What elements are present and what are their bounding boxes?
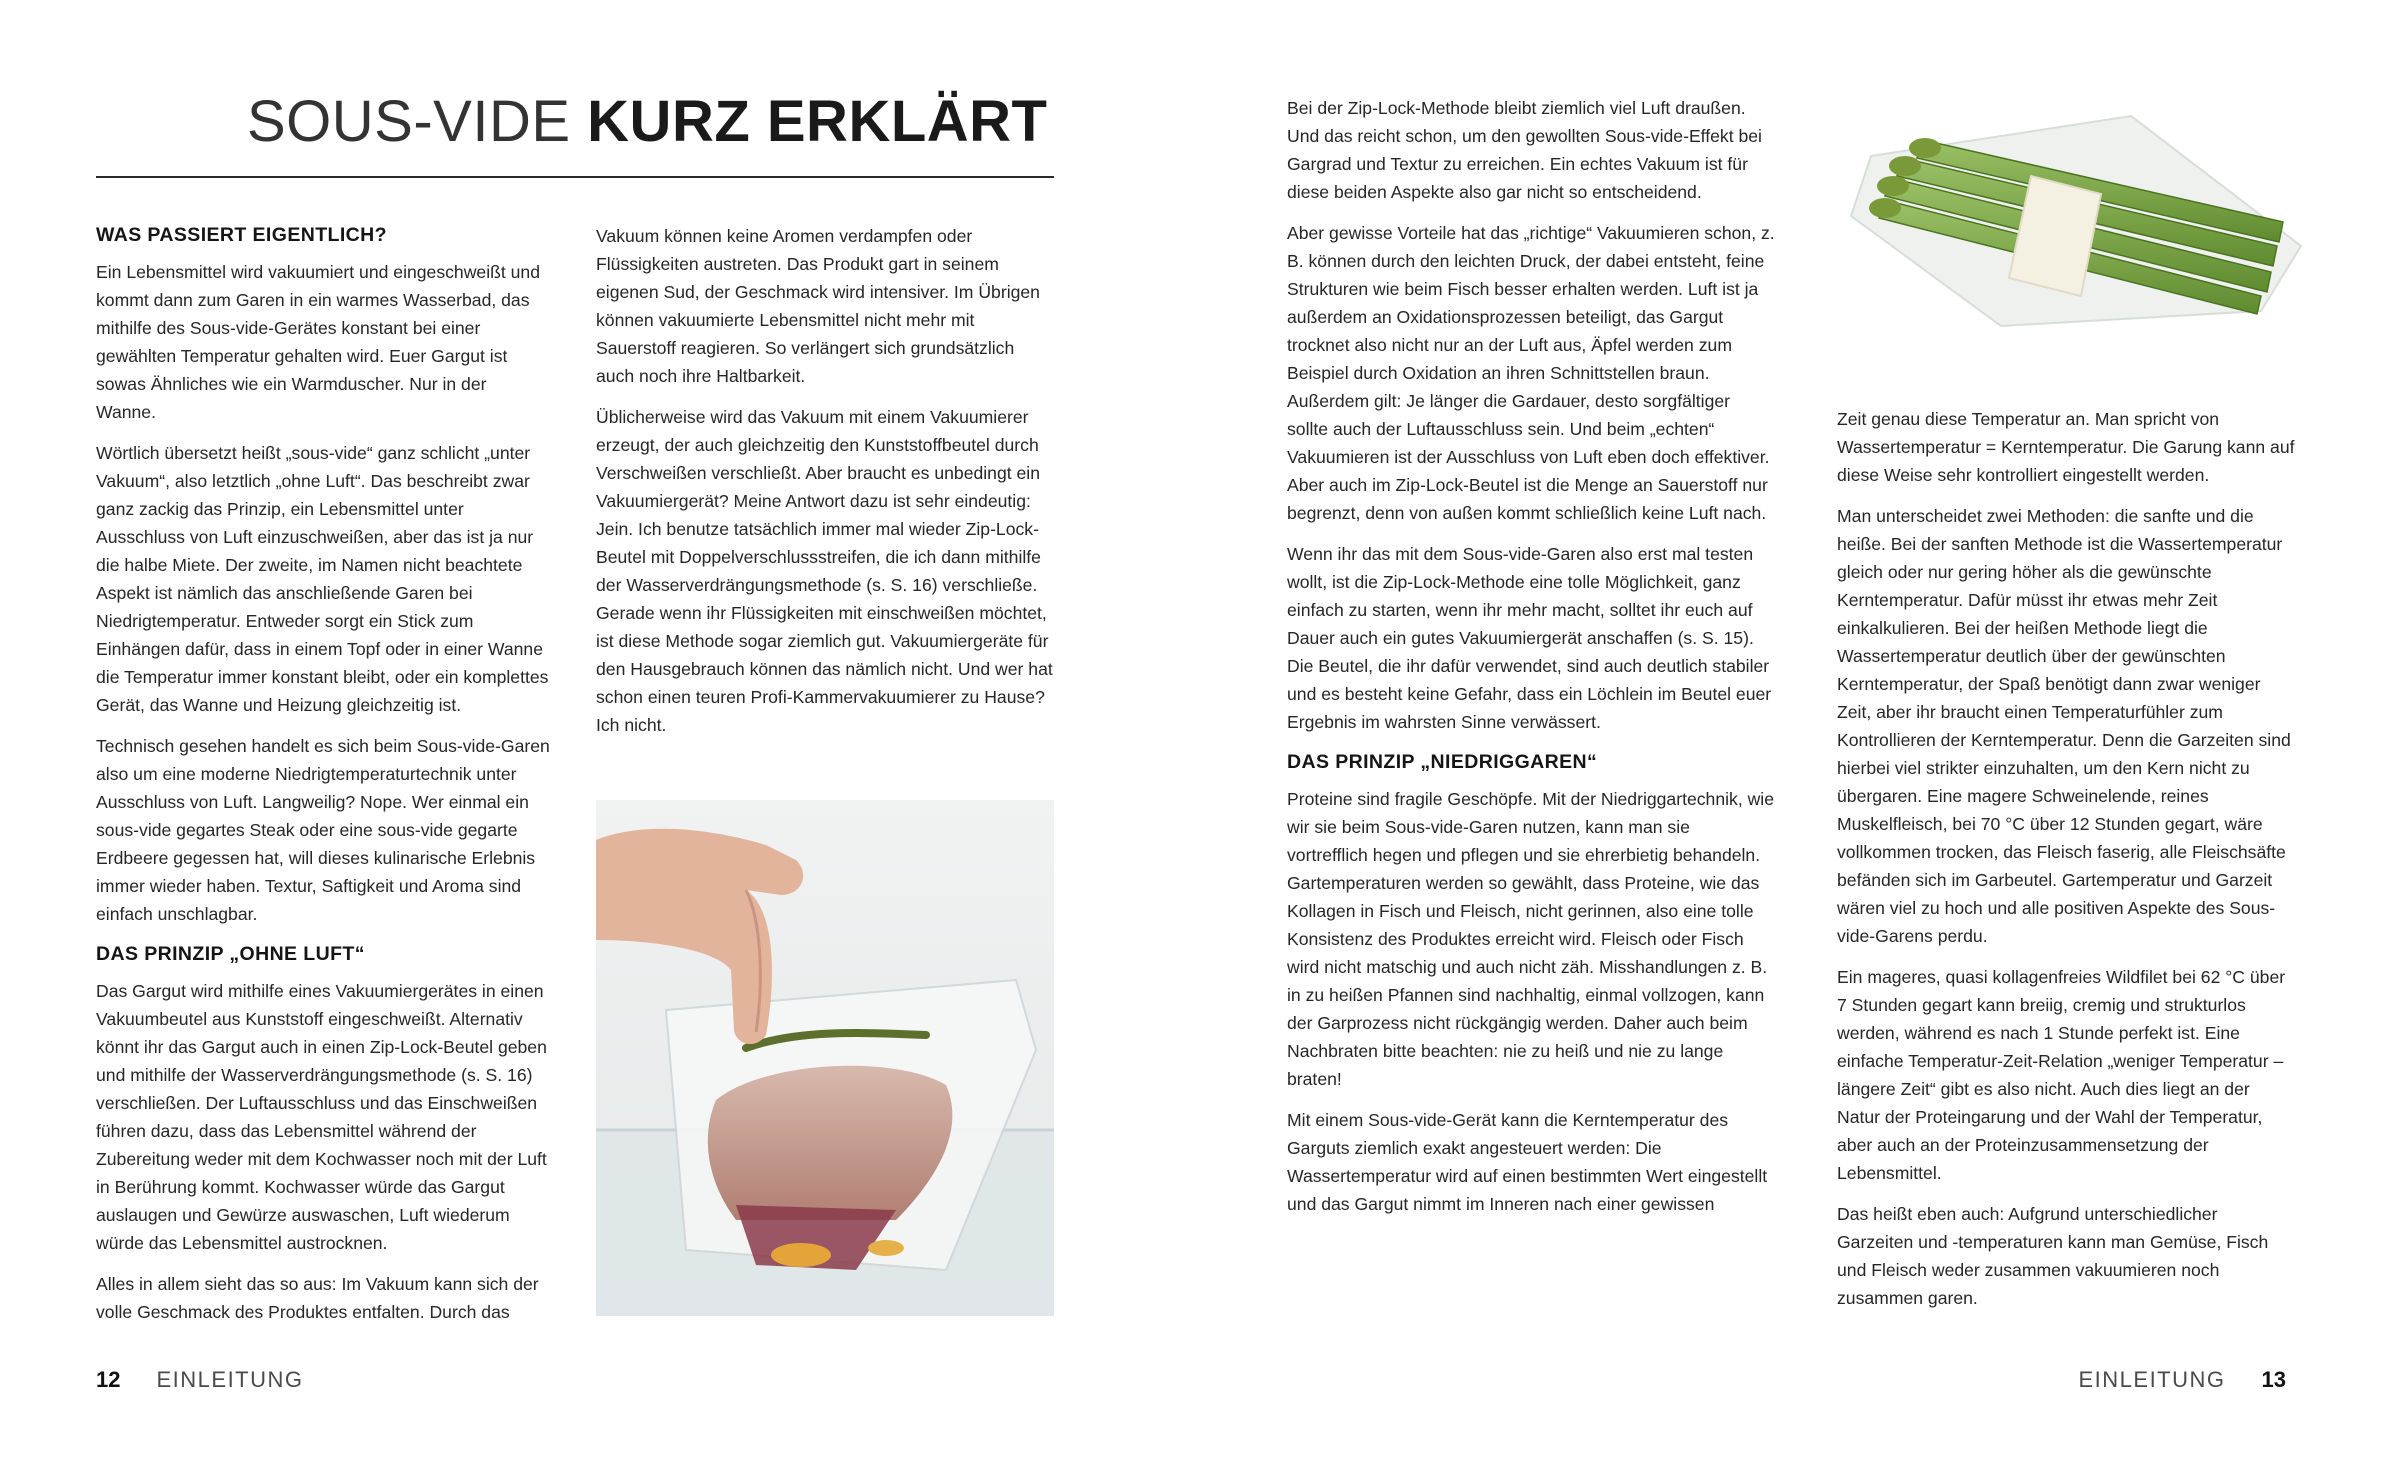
paragraph: Vakuum können keine Aromen verdampfen oder Flüssigkeiten austreten. Das Produkt gart in seinem eigenen Sud, der Geschmack wird intensiver. Im Übrigen können vakuumierte Lebensmittel nicht mehr mit Sauerstoff reagieren. So verlängert sich grundsätzlich auch noch ihre Haltbarkeit. [596,226,1040,386]
paragraph: Bei der Zip-Lock-Methode bleibt ziemlich viel Luft draußen. Und das reicht schon, um den gewollten Sous-vide-Effekt bei Gargrad und Textur zu erreichen. Ein echtes Vakuum ist für diese beiden Aspekte also gar nicht so entscheidend. [1287,98,1762,202]
section-label: EINLEITUNG [2078,1367,2226,1392]
page-title [247,90,1047,154]
photo-vacuum-bag-meat [596,800,1054,1316]
paragraph: Üblicherweise wird das Vakuum mit einem Vakuumierer erzeugt, der auch gleichzeitig den Kunststoffbeutel durch Verschweißen verschließt. Aber braucht es unbedingt ein Vakuumiergerät? Meine Antwort dazu ist sehr eindeutig: Jein. Ich benutze tatsächlich immer mal wieder Zip-Lock-Beutel mit Doppelverschlussstreifen, die ich dann mithilfe der Wasserverdrängungsmethode (s. S. 16) verschließe. Gerade wenn ihr Flüssigkeiten mit einschweißen möchtet, ist diese Methode sogar ziemlich gut. Vakuumiergeräte für den Hausgebrauch können das nämlich nicht. Und wer hat schon einen teuren Profi-Kammervakuumierer zu Hause? Ich nicht. [596,407,1053,735]
column-4 [1837,405,2297,1325]
title-rule [96,176,1054,178]
heading-niedriggaren: DAS PRINZIP „NIEDRIGGAREN“ [1287,751,1598,773]
page-number: 12 [96,1367,121,1392]
paragraph: Wörtlich übersetzt heißt „sous-vide“ ganz schlicht „unter Vakuum“, also letztlich „ohne Luft“. Das beschreibt zwar ganz zackig das Prinzip, ein Lebensmittel unter Ausschluss von Luft einzuschweißen, aber das ist ja nur die halbe Miete. Der zweite, im Namen nicht beachtete Aspekt ist nämlich das anschließende Garen bei Niedrigtemperatur. Entweder sorgt ein Stick zum Einhängen dafür, dass in einem Topf oder in einer Wanne die Temperatur immer konstant bleibt, oder ein komplettes Gerät, das Wanne und Heizung gleichzeitig ist. [96,443,549,715]
paragraph: Wenn ihr das mit dem Sous-vide-Garen also erst mal testen wollt, ist die Zip-Lock-Methode eine tolle Möglichkeit, ganz einfach zu starten, wenn ihr mehr macht, solltet ihr euch auf Dauer auch ein gutes Vakuumiergerät anschaffen (s. S. 15). Die Beutel, die ihr dafür verwendet, sind auch deutlich stabiler und es besteht keine Gefahr, dass ein Löchlein im Beutel euer Ergebnis im wahrsten Sinne verwässert. [1287,544,1772,732]
footer-right [2078,1366,2286,1394]
photo-asparagus-bundle [1831,96,2311,354]
paragraph: Ein Lebensmittel wird vakuumiert und eingeschweißt und kommt dann zum Garen in ein warmes Wasserbad, das mithilfe des Sous-vide-Gerätes konstant bei einer gewählten Temperatur gehalten wird. Euer Gargut ist sowas Ähnliches wie ein Warmduscher. Nur in der Wanne. [96,262,540,422]
right-page [1191,0,2382,1474]
heading-ohne-luft: DAS PRINZIP „OHNE LUFT“ [96,943,365,965]
paragraph: Zeit genau diese Temperatur an. Man spricht von Wassertemperatur = Kerntemperatur. Die Garung kann auf diese Weise sehr kontrolliert eingestellt werden. [1837,409,2295,485]
photo-asparagus-illustration [1831,96,2311,354]
paragraph: Das heißt eben auch: Aufgrund unterschiedlicher Garzeiten und -temperaturen kann man Gemüse, Fisch und Fleisch weder zusammen vakuumieren noch zusammen garen. [1837,1204,2269,1308]
title-light: SOUS-VIDE [247,89,588,154]
column-3 [1287,94,1775,1231]
paragraph: Aber gewisse Vorteile hat das „richtige“ Vakuumieren schon, z. B. können durch den leichten Druck, der dabei entsteht, feine Strukturen wie beim Fisch besser erhalten werden. Luft ist ja außerdem an Oxidationsprozessen beteiligt, das Gargut trocknet also nicht nur an der Luft aus, Äpfel werden zum Beispiel durch Oxidation an ihren Schnittstellen braun. Außerdem gilt: Je länger die Gardauer, desto sorgfältiger sollte auch der Luftausschluss sein. Und beim „echten“ Vakuumieren ist der Ausschluss von Luft eben doch effektiver. Aber auch im Zip-Lock-Beutel ist die Menge an Sauerstoff nur begrenzt, denn von außen kommt schließlich keine Luft nach. [1287,223,1775,523]
page-number: 13 [2261,1367,2286,1392]
paragraph: Mit einem Sous-vide-Gerät kann die Kerntemperatur des Garguts ziemlich exakt angesteuert werden: Die Wassertemperatur wird auf einen bestimmten Wert eingestellt und das Gargut nimmt im Inneren nach einer gewissen [1287,1110,1768,1214]
photo-vacuum-bag-meat-illustration [596,800,1054,1316]
heading-was-passiert: WAS PASSIERT EIGENTLICH? [96,224,387,246]
paragraph: Technisch gesehen handelt es sich beim Sous-vide-Garen also um eine moderne Niedrigtemperaturtechnik unter Ausschluss von Luft. Langweilig? Nope. Wer einmal ein sous-vide gegartes Steak oder eine sous-vide gegarte Erdbeere gegessen hat, will dieses kulinarische Erlebnis immer wieder haben. Textur, Saftigkeit und Aroma sind einfach unschlagbar. [96,736,550,924]
title-bold: KURZ ERKLÄRT [587,89,1048,154]
section-label: EINLEITUNG [156,1367,304,1392]
paragraph: Proteine sind fragile Geschöpfe. Mit der Niedriggartechnik, wie wir sie beim Sous-vide-Garen nutzen, kann man sie vortrefflich hegen und pflegen und sie ehrerbietig behandeln. Gartemperaturen werden so gewählt, dass Proteine, wie das Kollagen in Fisch und Fleisch, nicht gerinnen, also eine tolle Konsistenz des Produktes erreicht wird. Fleisch oder Fisch wird nicht matschig und auch nicht zäh. Misshandlungen z. B. in zu heißen Pfannen sind nachhaltig, einmal vollzogen, kann der Garprozess nicht rückgängig werden. Daher auch beim Nachbraten bitte beachten: nie zu heiß und nie zu lange braten! [1287,789,1774,1089]
paragraph: Ein mageres, quasi kollagenfreies Wildfilet bei 62 °C über 7 Stunden gegart kann breiig, cremig und strukturlos werden, während es nach 1 Stunde perfekt ist. Eine einfache Temperatur-Zeit-Relation „weniger Temperatur – längere Zeit“ gibt es also nicht. Auch dies liegt an der Natur der Proteingarung und der Wahl der Temperatur, aber auch an der Proteinzusammensetzung der Lebensmittel. [1837,967,2286,1183]
footer-left [96,1366,304,1394]
paragraph: Alles in allem sieht das so aus: Im Vakuum kann sich der volle Geschmack des Produktes entfalten. Durch das [96,1274,539,1322]
column-2 [596,222,1054,752]
paragraph: Man unterscheidet zwei Methoden: die sanfte und die heiße. Bei der sanften Methode ist die Wassertemperatur gleich oder nur gering höher als die gewünschte Kerntemperatur. Dafür müsst ihr etwas mehr Zeit einkalkulieren. Bei der heißen Methode liegt die Wassertemperatur deutlich über der gewünschten Kerntemperatur, der Spaß benötigt dann zwar weniger Zeit, aber ihr braucht einen Temperaturfühler zum Kontrollieren der Kerntemperatur. Denn die Garzeiten sind hierbei viel strikter einzuhalten, um den Kern nicht zu übergaren. Eine magere Schweinelende, reines Muskelfleisch, bei 70 °C über 12 Stunden gegart, wäre vollkommen trocken, das Fleisch faserig, alle Fleischsäfte befänden sich im Garbeutel. Gartemperatur und Garzeit wären viel zu hoch und alle positiven Aspekte des Sous-vide-Garens perdu. [1837,506,2291,946]
column-1 [96,222,550,1339]
paragraph: Das Gargut wird mithilfe eines Vakuumiergerätes in einen Vakuumbeutel aus Kunststoff eingeschweißt. Alternativ könnt ihr das Gargut auch in einen Zip-Lock-Beutel geben und mithilfe der Wasserverdrängungsmethode (s. S. 16) verschließen. Der Luftausschluss und das Einschweißen führen dazu, dass das Lebensmittel während der Zubereitung weder mit dem Kochwasser noch mit der Luft in Berührung kommt. Kochwasser würde das Gargut auslaugen und Gewürze auswaschen, Luft wiederum würde das Lebensmittel austrocknen. [96,981,547,1253]
